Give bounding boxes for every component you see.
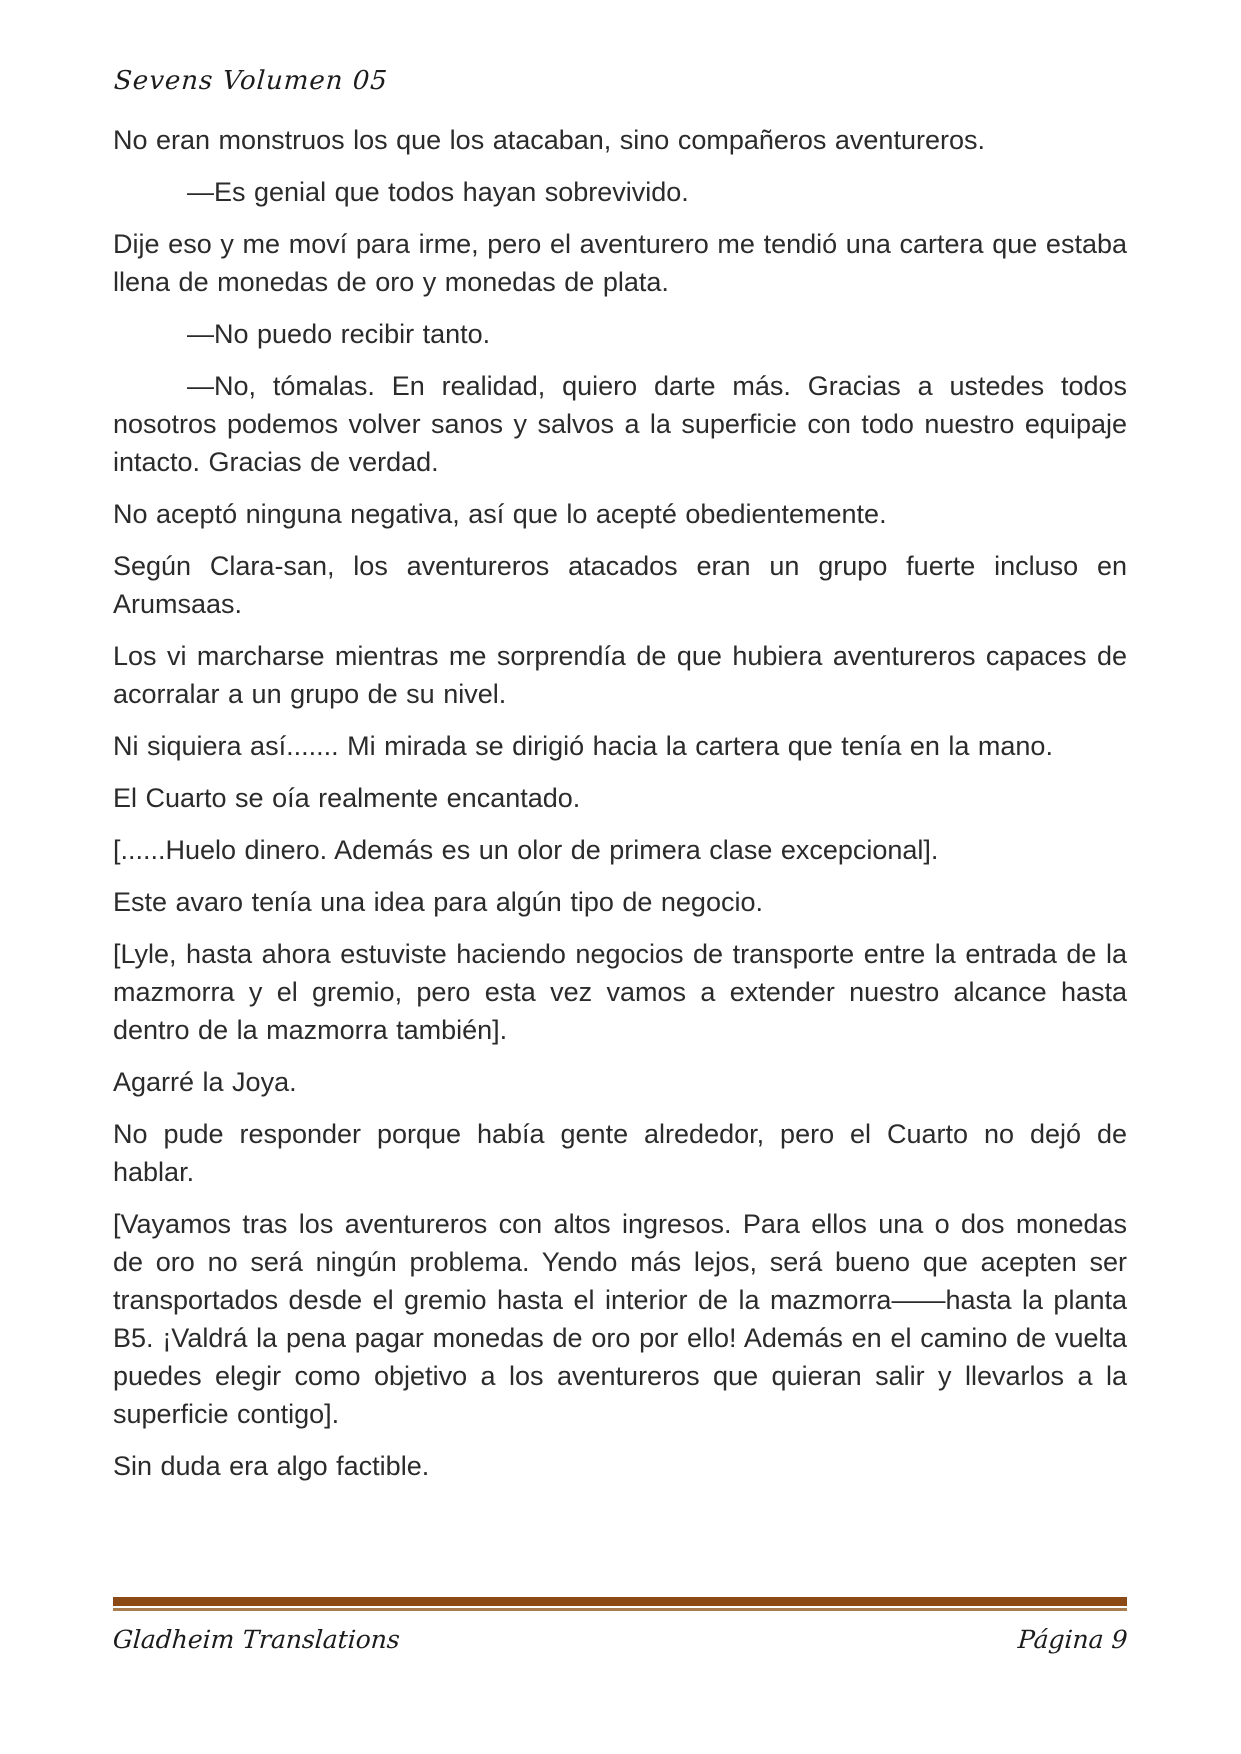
paragraph: Agarré la Joya. (113, 1067, 297, 1097)
paragraph: Según Clara-san, los aventureros atacados eran un grupo fuerte incluso en Arumsaas. (113, 551, 1127, 619)
page-header-title: Sevens Volumen 05 (113, 66, 389, 96)
document-body (113, 121, 1127, 1499)
dialogue-paragraph: —No puedo recibir tanto. (187, 319, 491, 349)
dialogue-paragraph: —No, tómalas. En realidad, quiero darte más. Gracias a ustedes todos nosotros podemos volver sanos y salvos a la superficie con todo nuestro equipaje intacto. Gracias de verdad. (113, 371, 1127, 477)
paragraph: [Vayamos tras los aventureros con altos ingresos. Para ellos una o dos monedas de oro no será ningún problema. Yendo más lejos, será bueno que acepten ser transportados desde el gremio hasta el interior de la mazmorra——hasta la planta B5. ¡Valdrá la pena pagar monedas de oro por ello! Además en el camino de vuelta puedes elegir como objetivo a los aventureros que quieran salir y llevarlos a la superficie contigo]. (113, 1209, 1127, 1429)
paragraph: [......Huelo dinero. Además es un olor de primera clase excepcional]. (113, 835, 939, 865)
page-footer (113, 1597, 1127, 1654)
paragraph: Dije eso y me moví para irme, pero el aventurero me tendió una cartera que estaba llena de monedas de oro y monedas de plata. (113, 229, 1127, 297)
paragraph: No aceptó ninguna negativa, así que lo acepté obedientemente. (113, 499, 887, 529)
paragraph: No pude responder porque había gente alrededor, pero el Cuarto no dejó de hablar. (113, 1119, 1127, 1187)
paragraph: Sin duda era algo factible. (113, 1451, 430, 1481)
footer-page-number: Página 9 (1016, 1625, 1129, 1654)
paragraph: Ni siquiera así....... Mi mirada se dirigió hacia la cartera que tenía en la mano. (113, 731, 1053, 761)
paragraph: [Lyle, hasta ahora estuviste haciendo negocios de transporte entre la entrada de la mazmorra y el gremio, pero esta vez vamos a extender nuestro alcance hasta dentro de la mazmorra también]. (113, 939, 1127, 1045)
footer-translator-name: Gladheim Translations (111, 1625, 401, 1654)
paragraph: El Cuarto se oía realmente encantado. (113, 783, 581, 813)
dialogue-paragraph: —Es genial que todos hayan sobrevivido. (187, 177, 689, 207)
paragraph: Este avaro tenía una idea para algún tipo de negocio. (113, 887, 763, 917)
paragraph: No eran monstruos los que los atacaban, sino compañeros aventureros. (113, 125, 985, 155)
paragraph: Los vi marcharse mientras me sorprendía de que hubiera aventureros capaces de acorralar a un grupo de su nivel. (113, 641, 1127, 709)
footer-row (113, 1625, 1127, 1654)
footer-rule-dark (113, 1597, 1127, 1606)
footer-rule-light (113, 1608, 1127, 1611)
